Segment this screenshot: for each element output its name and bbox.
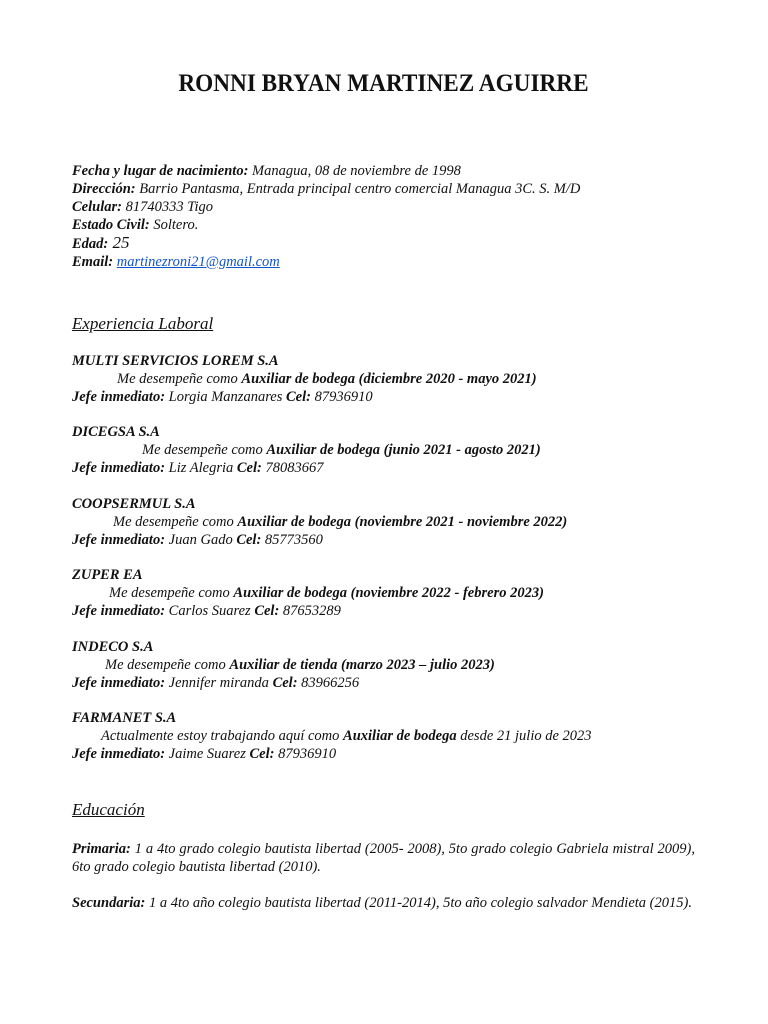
boss-name: Liz Alegria [165,460,237,477]
job-role: Auxiliar de tienda (marzo 2023 – julio 2023) [229,656,495,673]
job-description [72,584,592,602]
job-desc-suffix: desde 21 julio de 2023 [456,727,592,744]
education-primary [72,840,695,876]
job-supervisor [72,674,592,692]
job-entry [72,423,592,494]
job-supervisor [72,745,592,763]
job-desc-prefix: Me desempeñe como [142,442,267,459]
boss-label: Jefe inmediato: [72,674,166,691]
phone-row [72,198,580,216]
job-company: ZUPER EA [72,567,143,584]
job-role: Auxiliar de bodega (noviembre 2022 - febrero 2023) [233,585,544,602]
job-company: MULTI SERVICIOS LOREM S.A [72,353,279,369]
job-entry [72,709,592,780]
boss-label: Jefe inmediato: [72,460,166,477]
job-desc-prefix: Me desempeñe como [109,585,234,602]
job-desc-prefix: Me desempeñe como [105,656,230,673]
phone-value: 81740333 Tigo [121,199,213,215]
cel-value: 78083667 [261,460,324,477]
age-row [72,234,580,253]
job-entry [72,566,592,637]
birth-label: Fecha y lugar de nacimiento: [72,163,249,179]
birth-row [72,162,580,180]
cel-label: Cel: [272,674,298,691]
job-description [72,441,592,459]
personal-info [72,162,580,271]
email-label: Email: [72,254,114,270]
job-desc-prefix: Me desempeñe como [117,371,242,387]
job-description [72,513,592,531]
civil-status-value: Soltero. [149,217,199,233]
job-entry [72,352,592,423]
job-role: Auxiliar de bodega (junio 2021 - agosto 2021) [266,442,541,459]
job-supervisor [72,531,592,549]
email-row [72,253,580,271]
job-company: DICEGSA S.A [72,424,160,441]
boss-label: Jefe inmediato: [72,603,166,620]
job-role: Auxiliar de bodega [343,727,457,744]
email-link[interactable]: martinezroni21@gmail.com [116,254,280,270]
job-role: Auxiliar de bodega (noviembre 2021 - noviembre 2022) [237,513,568,530]
job-supervisor [72,388,592,406]
secondary-label: Secundaria: [72,895,146,911]
job-supervisor [72,602,592,620]
cel-value: 85773560 [261,531,323,548]
job-description [72,727,592,745]
boss-label: Jefe inmediato: [72,745,166,762]
job-company: COOPSERMUL S.A [72,495,196,512]
cel-label: Cel: [249,745,275,762]
cel-label: Cel: [286,389,311,405]
job-entry [72,495,592,566]
cel-label: Cel: [236,531,262,548]
cel-value: 87936910 [310,389,373,405]
experience-list [72,352,592,780]
address-value: Barrio Pantasma, Entrada principal centro comercial Managua 3C. S. M/D [135,181,581,197]
page-title: RONNI BRYAN MARTINEZ AGUIRRE [178,70,589,97]
boss-label: Jefe inmediato: [72,531,166,548]
job-description [72,370,592,388]
job-supervisor [72,459,592,477]
experience-heading: Experiencia Laboral [72,314,214,333]
cel-label: Cel: [236,460,262,477]
education-secondary [72,894,695,912]
civil-status-row [72,216,580,234]
boss-label: Jefe inmediato: [72,389,166,405]
education-heading: Educación [72,800,145,819]
primary-label: Primaria: [72,841,131,857]
cel-value: 87936910 [274,745,337,762]
cel-label: Cel: [254,603,280,620]
secondary-value: 1 a 4to año colegio bautista libertad (2011-2014), 5to año colegio salvador Mendieta (2015). [145,895,692,911]
cel-value: 83966256 [297,674,360,691]
job-company: FARMANET S.A [72,709,177,726]
birth-value: Managua, 08 de noviembre de 1998 [248,163,461,179]
boss-name: Lorgia Manzanares [165,389,287,405]
job-role: Auxiliar de bodega (diciembre 2020 - mayo 2021) [241,371,537,387]
phone-label: Celular: [72,199,122,215]
age-label: Edad: [72,236,109,252]
primary-value: 1 a 4to grado colegio bautista libertad (2005- 2008), 5to grado colegio Gabriela mistral 2009), 6to grado colegio bautista libertad (2010). [72,841,695,875]
job-desc-prefix: Me desempeñe como [113,513,238,530]
age-value: 25 [108,233,130,252]
address-label: Dirección: [72,181,136,197]
boss-name: Jaime Suarez [165,745,250,762]
job-description [72,656,592,674]
job-entry [72,638,592,709]
cel-value: 87653289 [279,603,341,620]
address-row [72,180,580,198]
job-desc-prefix: Actualmente estoy trabajando aquí como [101,727,344,744]
civil-status-label: Estado Civil: [72,217,150,233]
job-company: INDECO S.A [72,638,154,655]
boss-name: Carlos Suarez [165,603,255,620]
boss-name: Jennifer miranda [165,674,273,691]
boss-name: Juan Gado [165,531,237,548]
